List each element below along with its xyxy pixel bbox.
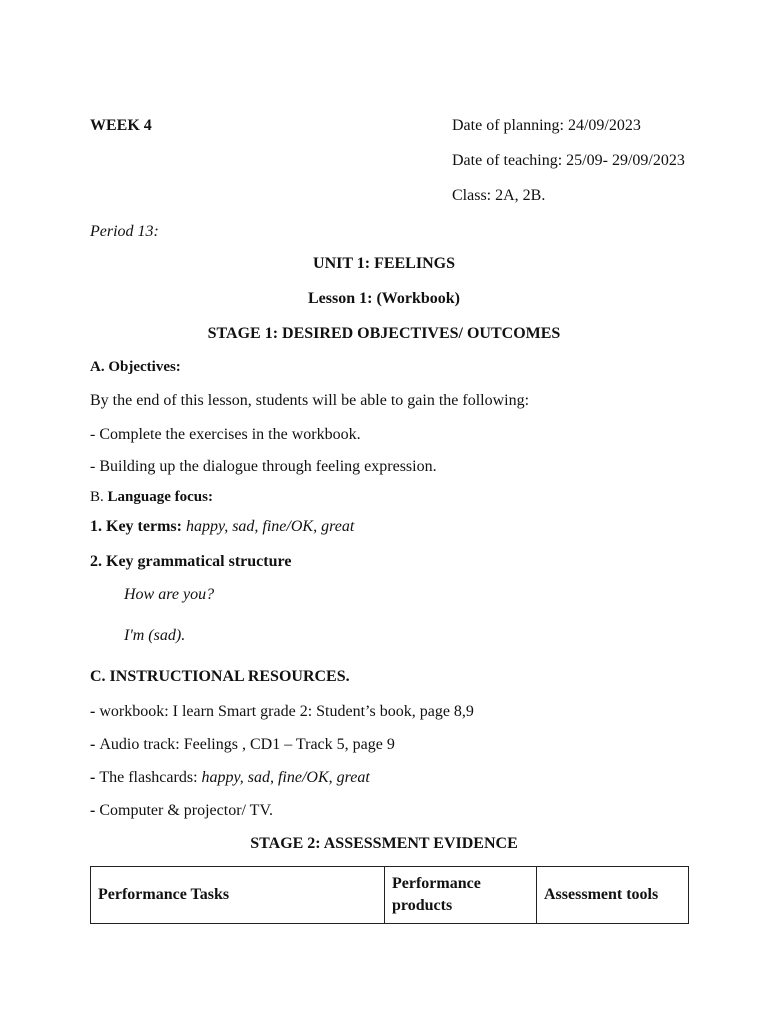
key-terms-line: [90, 517, 354, 537]
period-label: Period 13:: [90, 223, 159, 240]
structure-example: How are you?: [124, 586, 215, 603]
resource-text: Audio track: Feelings , CD1 – Track 5, page 9: [99, 736, 395, 753]
objectives-intro: By the end of this lesson, students will be able to gain the following:: [90, 392, 530, 409]
resource-item: [90, 702, 474, 722]
resource-dash: -: [90, 736, 100, 753]
structure-example: I'm (sad).: [124, 627, 186, 644]
key-terms-label: 1. Key terms:: [90, 518, 182, 535]
table-header-cell: Assessment tools: [537, 867, 689, 924]
language-focus-prefix: B.: [90, 489, 108, 505]
week-label: WEEK 4: [90, 117, 152, 134]
stage1-title: STAGE 1: DESIRED OBJECTIVES/ OUTCOMES: [207, 325, 561, 342]
resource-text: Computer & projector/ TV.: [99, 802, 273, 819]
resource-dash: -: [90, 769, 100, 786]
unit-title: UNIT 1: FEELINGS: [313, 255, 455, 272]
table-header-cell: Performance Tasks: [91, 867, 385, 924]
table-header-row: [91, 867, 689, 924]
resource-item: [90, 801, 273, 821]
resource-italic: happy, sad, fine/OK, great: [201, 769, 370, 786]
resources-heading: C. INSTRUCTIONAL RESOURCES.: [90, 668, 350, 685]
stage2-title: STAGE 2: ASSESSMENT EVIDENCE: [250, 835, 518, 852]
objectives-heading: A. Objectives:: [90, 359, 181, 375]
language-focus-heading: [90, 487, 213, 507]
resource-item: [90, 735, 395, 755]
resource-dash: -: [90, 802, 100, 819]
assessment-table: [90, 866, 689, 924]
resource-text: workbook: I learn Smart grade 2: Student’s book, page 8,9: [99, 703, 474, 720]
resource-text: The flashcards:: [99, 769, 202, 786]
objective-item: - Complete the exercises in the workbook.: [90, 426, 361, 443]
key-terms-value: happy, sad, fine/OK, great: [181, 518, 355, 535]
resource-item: [90, 768, 370, 788]
lesson-title: Lesson 1: (Workbook): [307, 290, 461, 307]
key-structure-label: 2. Key grammatical structure: [90, 553, 292, 570]
language-focus-label: Language focus:: [107, 489, 213, 505]
objective-item: - Building up the dialogue through feeling expression.: [90, 458, 437, 475]
table-header-cell: Performance products: [385, 867, 537, 924]
class-label: Class: 2A, 2B.: [452, 187, 546, 204]
date-of-teaching: Date of teaching: 25/09- 29/09/2023: [452, 152, 685, 169]
resource-dash: -: [90, 703, 100, 720]
date-of-planning: Date of planning: 24/09/2023: [452, 117, 641, 134]
